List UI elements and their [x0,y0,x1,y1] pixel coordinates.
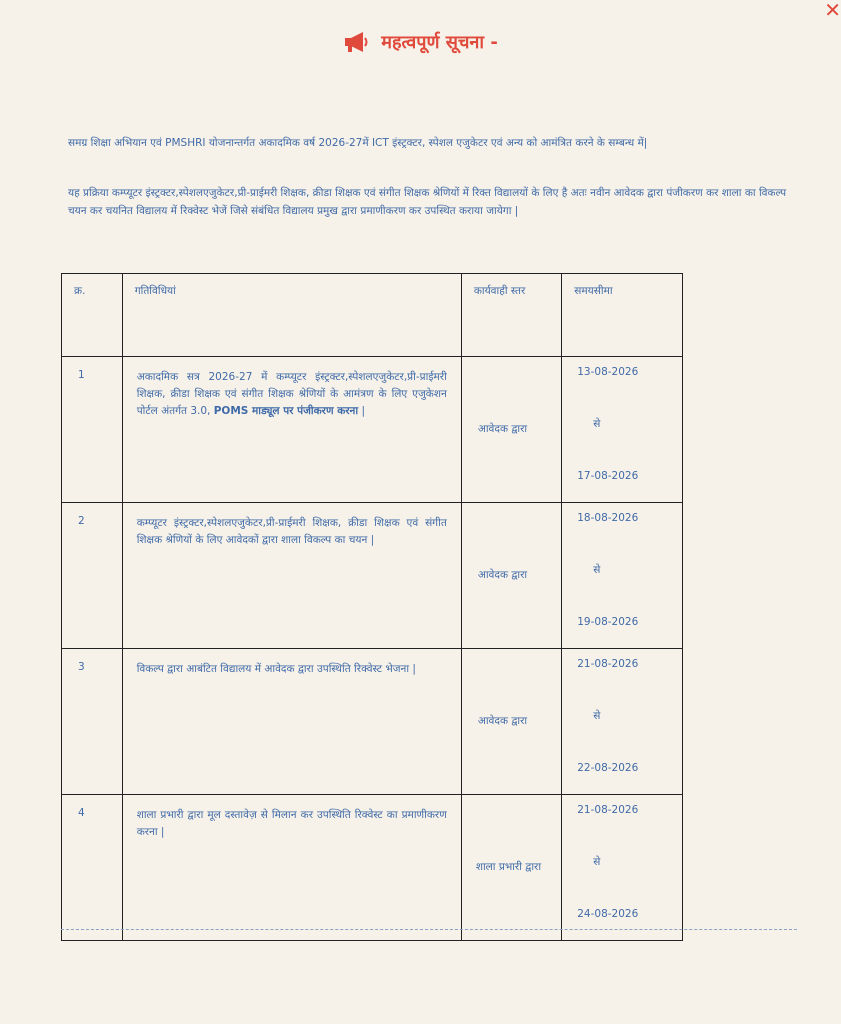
date-to: 22-08-2026 [577,762,639,774]
close-icon[interactable]: ✕ [824,0,841,22]
date-from: 18-08-2026 [577,512,639,524]
notice-subject: समग्र शिक्षा अभियान एवं PMSHRI योजनान्तर्गत अकादमिक वर्ष 2026-27में ICT इंस्ट्रक्टर, स्पेशल एजुकेटर एवं अन्य को आमंत्रित करने के सम्बन्ध में| [68,137,648,149]
row-date-cell [562,795,683,941]
row-activity-end: | [358,405,365,417]
date-separator: से [593,856,601,868]
row-level: आवेदक द्वारा [477,569,528,581]
schedule-table [61,273,683,941]
row-level: आवेदक द्वारा [477,715,528,727]
row-date-cell [562,649,683,795]
date-from: 13-08-2026 [577,366,639,378]
megaphone-icon [343,31,371,53]
row-level: शाला प्रभारी द्वारा [475,861,542,873]
header-activity: गतिविधियां [122,274,461,357]
row-sno-cell [62,503,123,649]
row-activity: शाला प्रभारी द्वारा मूल दस्तावेज़ से मिलान कर उपस्थिति रिक्वेस्ट का प्रमाणीकरण करना | [136,809,447,838]
row-sno: 4 [78,807,85,819]
notice-header [0,30,841,54]
row-date-range [562,503,682,648]
row-activity-cell [122,357,461,503]
row-level-cell [461,357,561,503]
notice-title: महत्वपूर्ण सूचना - [381,32,498,53]
row-sno-cell [62,357,123,503]
row-sno-cell [62,649,123,795]
header-level: कार्यवाही स्तर [461,274,561,357]
row-activity: विकल्प द्वारा आबंटित विद्यालय में आवेदक द्वारा उपस्थिति रिक्वेस्ट भेजना | [136,663,416,675]
table-row [62,357,683,503]
table-row [62,795,683,941]
table-row [62,503,683,649]
date-to: 24-08-2026 [577,908,639,920]
row-sno: 2 [78,515,85,527]
row-level-cell [461,503,561,649]
row-activity: कम्प्यूटर इंस्ट्रक्टर,स्पेशलएजुकेटर,प्री-प्राईमरी शिक्षक, क्रीडा शिक्षक एवं संगीत शिक्षक श्रेणियों के लिए आवेदकों द्वारा शाला विकल्प का चयन | [136,517,447,546]
row-date-cell [562,357,683,503]
row-activity [123,357,461,420]
row-date-range [562,357,682,502]
date-to: 19-08-2026 [577,616,639,628]
row-sno: 3 [78,661,85,673]
row-level-cell [461,795,561,941]
notice-description: यह प्रक्रिया कम्प्यूटर इंस्ट्रक्टर,स्पेशलएजुकेटर,प्री-प्राईमरी शिक्षक, क्रीडा शिक्षक एवं संगीत शिक्षक श्रेणियों में रिक्त विद्यालयों के लिए है अतः नवीन आवेदक द्वारा पंजीकरण कर शाला का विकल्प चयन कर चयनित विद्यालय में रिक्वेस्ट भेजें जिसे संबंधित विद्यालय प्रमुख द्वारा प्रमाणीकरण कर उपस्थित कराया जायेगा | [68,187,787,217]
date-to: 17-08-2026 [577,470,639,482]
date-from: 21-08-2026 [577,658,639,670]
row-level-cell [461,649,561,795]
date-from: 21-08-2026 [577,804,639,816]
row-activity-bold: POMS माड्यूल पर पंजीकरण करना [213,405,359,417]
row-activity-cell [122,795,461,941]
header-sno: क्र. [62,274,123,357]
date-separator: से [593,418,601,430]
row-sno-cell [62,795,123,941]
row-activity-text: अकादमिक सत्र 2026-27 में कम्प्यूटर इंस्ट्रक्टर,स्पेशलएजुकेटर,प्री-प्राईमरी शिक्षक, क्रीडा शिक्षक एवं संगीत शिक्षक श्रेणियों के आमंत्रण के लिए एजुकेशन पोर्टल अंतर्गत 3.0, [136,371,447,417]
date-separator: से [593,710,601,722]
footer-divider [61,929,797,930]
row-sno: 1 [78,369,85,381]
row-date-range [562,795,682,940]
table-row [62,649,683,795]
row-level: आवेदक द्वारा [477,423,528,435]
table-header-row [62,274,683,357]
header-deadline: समयसीमा [562,274,683,357]
date-separator: से [593,564,601,576]
row-activity-cell [122,649,461,795]
row-date-cell [562,503,683,649]
row-date-range [562,649,682,794]
row-activity-cell [122,503,461,649]
